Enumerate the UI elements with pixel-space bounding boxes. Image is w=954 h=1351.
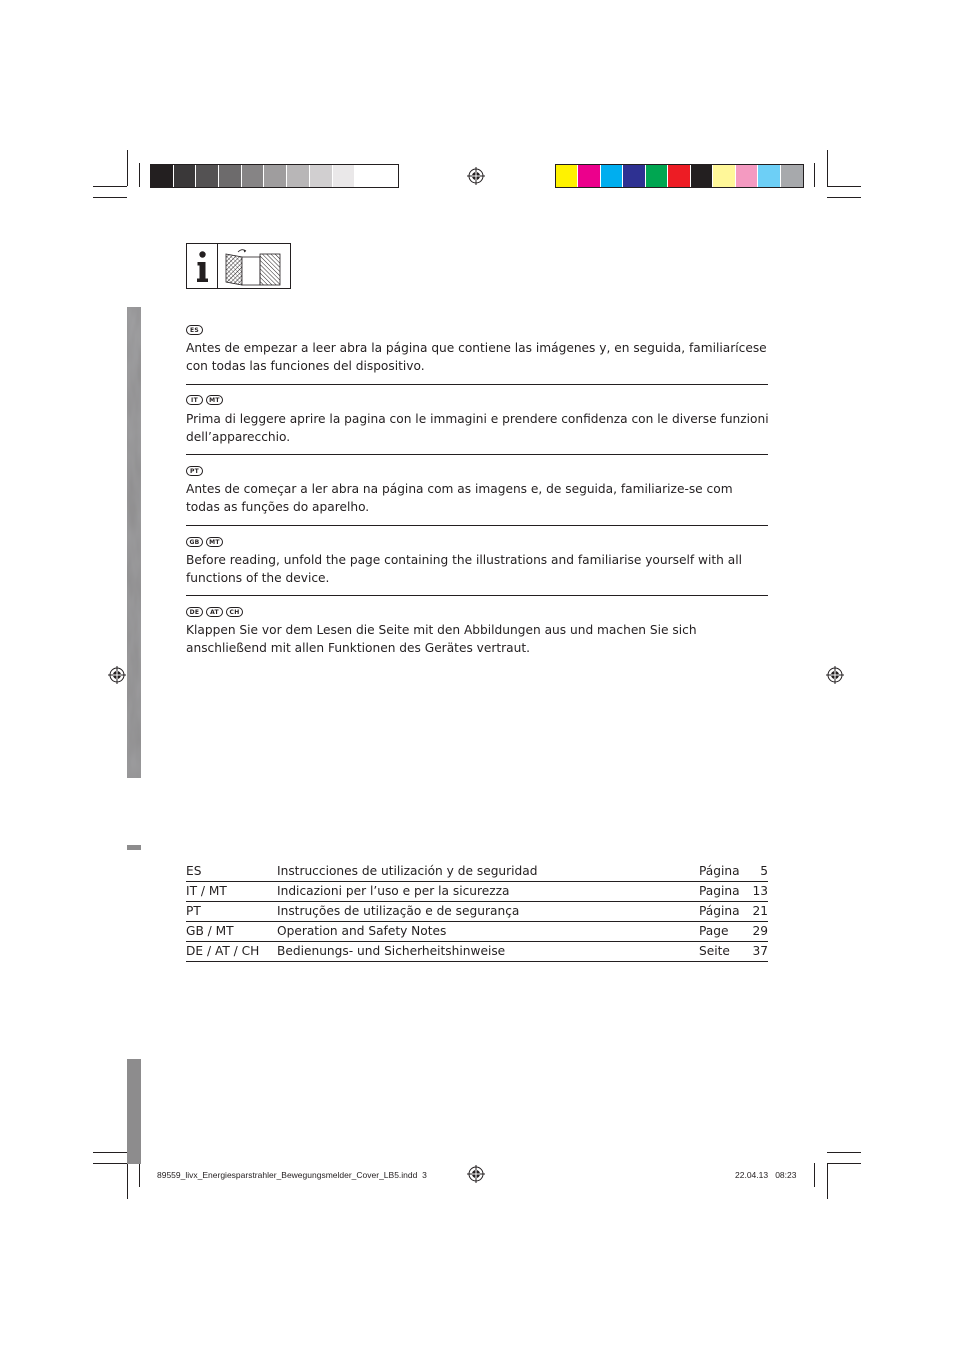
color-swatch bbox=[264, 165, 287, 187]
grayscale-color-bar bbox=[150, 164, 399, 188]
language-badges bbox=[186, 607, 243, 617]
crop-mark bbox=[827, 150, 828, 186]
crop-mark bbox=[814, 1163, 815, 1187]
color-swatch bbox=[758, 165, 780, 187]
crop-mark bbox=[139, 1163, 140, 1187]
toc-page-number: 13 bbox=[752, 884, 768, 898]
crop-mark bbox=[93, 1163, 127, 1164]
color-swatch bbox=[556, 165, 578, 187]
table-of-contents bbox=[186, 862, 768, 962]
toc-page-number: 5 bbox=[760, 864, 768, 878]
color-swatch bbox=[691, 165, 713, 187]
language-badge-at: AT bbox=[206, 607, 223, 617]
color-swatch bbox=[736, 165, 758, 187]
slug-filename bbox=[157, 1170, 427, 1180]
toc-language: IT / MT bbox=[186, 884, 227, 898]
section-divider bbox=[186, 595, 768, 596]
intro-paragraph: Antes de começar a ler abra na página com as imagens e, de seguida, familiarize-se com todas as funções do aparelho. bbox=[186, 482, 733, 514]
toc-row[interactable] bbox=[186, 942, 768, 962]
slug-page: 3 bbox=[422, 1170, 427, 1180]
language-badge-it: IT bbox=[186, 395, 203, 405]
toc-page-word: Seite bbox=[699, 944, 730, 958]
toc-title: Bedienungs- und Sicherheitshinweise bbox=[277, 944, 506, 958]
crop-mark bbox=[827, 1163, 828, 1199]
language-badge-ch: CH bbox=[226, 607, 243, 617]
info-icon bbox=[187, 244, 217, 288]
section-divider bbox=[186, 454, 768, 455]
crop-mark bbox=[93, 186, 127, 187]
toc-language: ES bbox=[186, 864, 202, 878]
color-swatch bbox=[601, 165, 623, 187]
color-swatch bbox=[196, 165, 219, 187]
slug-time: 08:23 bbox=[775, 1170, 797, 1180]
toc-row[interactable] bbox=[186, 922, 768, 942]
toc-title: Instruções de utilização e de segurança bbox=[277, 904, 520, 918]
color-swatch bbox=[310, 165, 333, 187]
toc-page-word: Pagina bbox=[699, 884, 740, 898]
crop-mark bbox=[827, 1163, 861, 1164]
language-badge-pt: PT bbox=[186, 466, 203, 476]
gray-edge-tab bbox=[127, 845, 141, 850]
foldout-icon-box bbox=[217, 243, 291, 289]
info-icon-box bbox=[186, 243, 218, 289]
process-color-bar bbox=[555, 164, 804, 188]
crop-mark bbox=[827, 1152, 861, 1153]
language-badges bbox=[186, 466, 203, 476]
toc-title: Instrucciones de utilización y de seguridad bbox=[277, 864, 538, 878]
language-badge-mt: MT bbox=[206, 537, 223, 547]
toc-page-number: 21 bbox=[752, 904, 768, 918]
color-swatch bbox=[333, 165, 356, 187]
color-swatch bbox=[668, 165, 690, 187]
language-badges bbox=[186, 537, 223, 547]
section-divider bbox=[186, 525, 768, 526]
toc-language: GB / MT bbox=[186, 924, 234, 938]
foldout-page-icon bbox=[218, 244, 290, 288]
crop-mark bbox=[827, 186, 861, 187]
language-badge-de: DE bbox=[186, 607, 203, 617]
slug-file: 89559_livx_Energiesparstrahler_Bewegungsmelder_Cover_LB5.indd bbox=[157, 1170, 418, 1180]
toc-page-word: Página bbox=[699, 864, 740, 878]
section-divider bbox=[186, 384, 768, 385]
color-swatch bbox=[151, 165, 174, 187]
toc-row[interactable] bbox=[186, 902, 768, 922]
crop-mark bbox=[93, 197, 127, 198]
language-badges bbox=[186, 325, 203, 335]
toc-language: DE / AT / CH bbox=[186, 944, 260, 958]
color-swatch bbox=[623, 165, 645, 187]
registration-mark-icon bbox=[826, 666, 844, 684]
intro-paragraph: Before reading, unfold the page containing the illustrations and familiarise yourself with all functions of the device. bbox=[186, 553, 742, 585]
toc-row[interactable] bbox=[186, 882, 768, 902]
language-badge-gb: GB bbox=[186, 537, 203, 547]
toc-page-number: 29 bbox=[752, 924, 768, 938]
registration-mark-icon bbox=[467, 1165, 485, 1183]
registration-mark-icon bbox=[467, 167, 485, 185]
slug-datetime bbox=[735, 1170, 796, 1180]
language-badge-mt: MT bbox=[206, 395, 223, 405]
crop-mark bbox=[827, 197, 861, 198]
color-swatch bbox=[578, 165, 600, 187]
intro-paragraph: Prima di leggere aprire la pagina con le immagini e prendere confidenza con le diverse funzioni dell’apparecchio. bbox=[186, 412, 769, 444]
crop-mark bbox=[127, 150, 128, 186]
toc-page-word: Page bbox=[699, 924, 729, 938]
color-swatch bbox=[219, 165, 242, 187]
registration-mark-icon bbox=[108, 666, 126, 684]
gray-edge-bar bbox=[127, 1059, 141, 1164]
toc-page-number: 37 bbox=[752, 944, 768, 958]
toc-title: Indicazioni per l’uso e per la sicurezza bbox=[277, 884, 510, 898]
slug-date: 22.04.13 bbox=[735, 1170, 769, 1180]
toc-page-word: Página bbox=[699, 904, 740, 918]
language-badge-es: ES bbox=[186, 325, 203, 335]
color-swatch bbox=[355, 165, 378, 187]
intro-paragraph: Antes de empezar a leer abra la página que contiene las imágenes y, en seguida, familiarícese con todas las funciones del dispositivo. bbox=[186, 341, 767, 373]
crop-mark bbox=[127, 1163, 128, 1199]
crop-mark bbox=[93, 1152, 127, 1153]
crop-mark bbox=[139, 163, 140, 187]
gray-edge-bar bbox=[127, 307, 141, 778]
toc-title: Operation and Safety Notes bbox=[277, 924, 447, 938]
color-swatch bbox=[781, 165, 803, 187]
crop-mark bbox=[814, 163, 815, 187]
language-badges bbox=[186, 395, 223, 405]
intro-paragraph: Klappen Sie vor dem Lesen die Seite mit den Abbildungen aus und machen Sie sich anschließend mit allen Funktionen des Gerätes vertraut. bbox=[186, 623, 697, 655]
color-swatch bbox=[242, 165, 265, 187]
toc-row[interactable] bbox=[186, 862, 768, 882]
toc-language: PT bbox=[186, 904, 201, 918]
color-swatch bbox=[174, 165, 197, 187]
color-swatch bbox=[713, 165, 735, 187]
color-swatch bbox=[646, 165, 668, 187]
color-swatch bbox=[287, 165, 310, 187]
